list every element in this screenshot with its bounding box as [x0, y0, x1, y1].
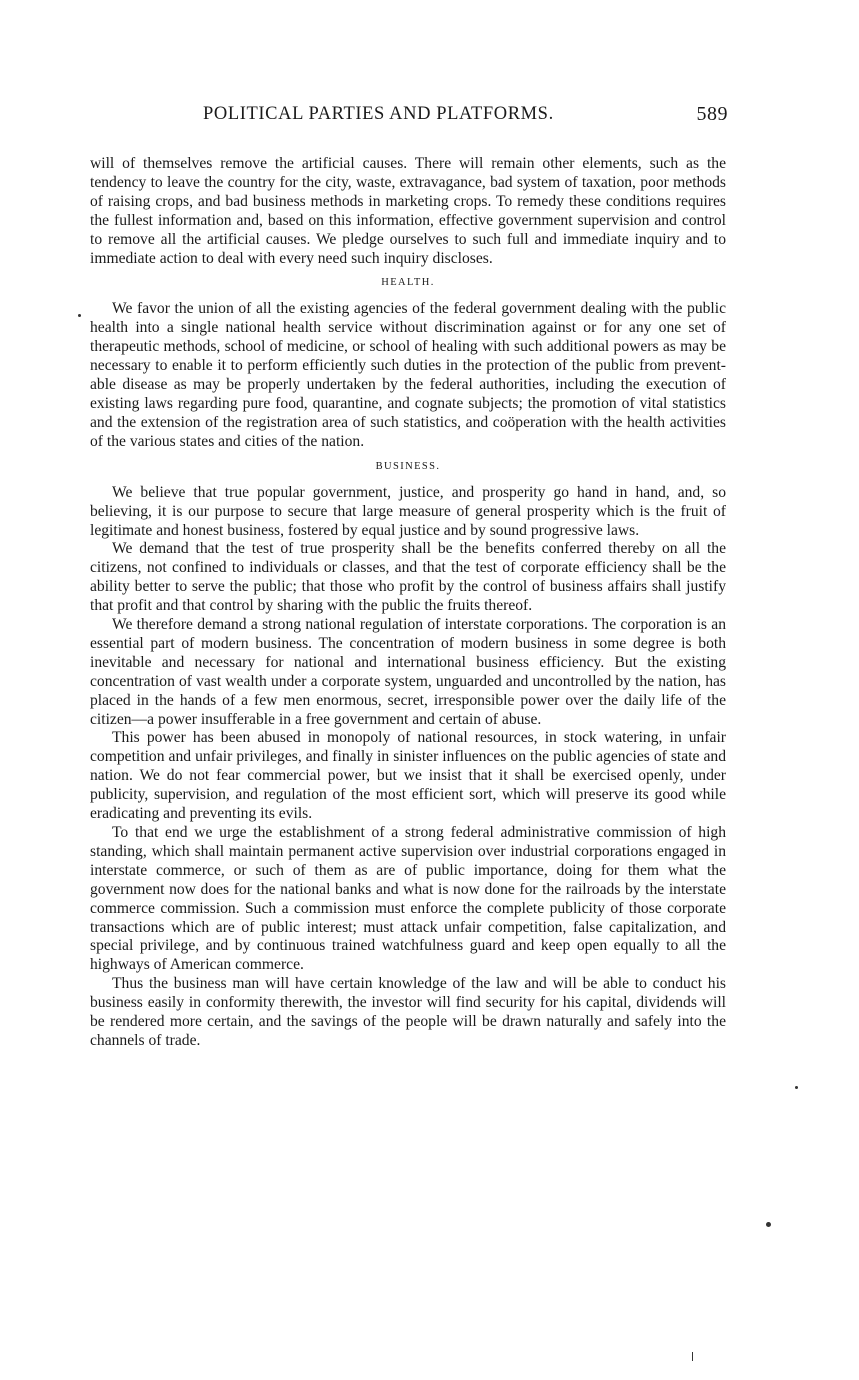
business-paragraph: We demand that the test of true prosperity shall be the benefits conferred thereby on all the citizens, not confined to individuals or classes, and that the test of corporate efficiency shall be the ability better to serve the public; that those who profit by the control of business affairs shall justify that profit and that control by sharing with the public the fruits thereof.: [90, 540, 726, 615]
health-heading: HEALTH.: [381, 277, 435, 289]
running-head: [90, 104, 730, 128]
business-paragraph: To that end we urge the establishment of a strong federal administrative commission of high standing, which shall maintain permanent active supervision over industrial corporations engaged in interstate commerce, or such of them as are of public importance, doing for them what the government now does for the national banks and what is now done for the railroads by the interstate commerce commission. Such a commission must enforce the complete publicity of those corporate transactions which are of public interest; must attack unfair competition, false capitalization, and special privilege, and by continuous trained watchfulness guard and keep open equally to all the highways of American commerce.: [90, 824, 726, 974]
business-heading: BUSINESS.: [375, 460, 441, 472]
business-paragraph: We believe that true popular government, justice, and prosperity go hand in hand, and, so believing, it is our purpose to secure that large measure of general prosperity which is the fruit of legitimate and honest business, fostered by equal justice and by sound progressive laws.: [90, 483, 726, 539]
running-title: POLITICAL PARTIES AND PLATFORMS.: [203, 104, 554, 124]
business-paragraph: This power has been abused in monopoly of national resources, in stock watering, in unfair competition and unfair privileges, and finally in sinister influences on the public agencies of state and nation. We do not fear commercial power, but we insist that it shall be exercised openly, under publicity, supervision, and regulation of the most efficient sort, which will preserve its good while eradicating and preventing its evils.: [90, 729, 726, 823]
scan-speck: [766, 1222, 771, 1227]
body-text: [90, 155, 726, 1051]
business-paragraph: We therefore demand a strong national regulation of interstate corporations. The corporation is an essential part of modern business. The concentration of modern business in some degree is both inevitable and necessary for national and international business efficiency. But the existing concentration of vast wealth under a corporate system, unguarded and uncontrolled by the nation, has placed in the hands of a few men enormous, secret, irresponsible power over the daily life of the citizen—a power insufferable in a free government and certain of abuse.: [90, 616, 726, 728]
scan-speck: [795, 1086, 798, 1089]
scan-speck: [78, 314, 81, 317]
health-paragraph: We favor the union of all the existing agencies of the federal government dealing with the public health into a single national health service without discrimination against or for any one set of therapeutic methods, school of medicine, or school of healing with such additional powers as may be necessary to enable it to perform efficiently such duties in the protection of the public from preventable disease as may be properly undertaken by the federal authorities, including the execution of existing laws regarding pure food, quarantine, and cognate subjects; the promotion of vital statistics and the extension of the registration area of such statistics, and coöperation with the health activities of the various states and cities of the nation.: [90, 300, 726, 450]
page-number: 589: [696, 103, 728, 125]
scan-speck: [692, 1352, 693, 1361]
business-paragraph: Thus the business man will have certain knowledge of the law and will be able to conduct his business easily in conformity therewith, the investor will find security for his capital, dividends will be rendered more certain, and the savings of the people will be drawn naturally and safely into the channels of trade.: [90, 975, 726, 1049]
intro-paragraph: will of themselves remove the artificial causes. There will remain other elements, such as the tendency to leave the country for the city, waste, extravagance, bad system of taxation, poor methods of raising crops, and bad business methods in marketing crops. To remedy these conditions requires the fullest information and, based on this information, effective government supervision and control to remove all the artificial causes. We pledge ourselves to such full and immediate inquiry and to immediate action to deal with every need such inquiry discloses.: [90, 155, 726, 267]
